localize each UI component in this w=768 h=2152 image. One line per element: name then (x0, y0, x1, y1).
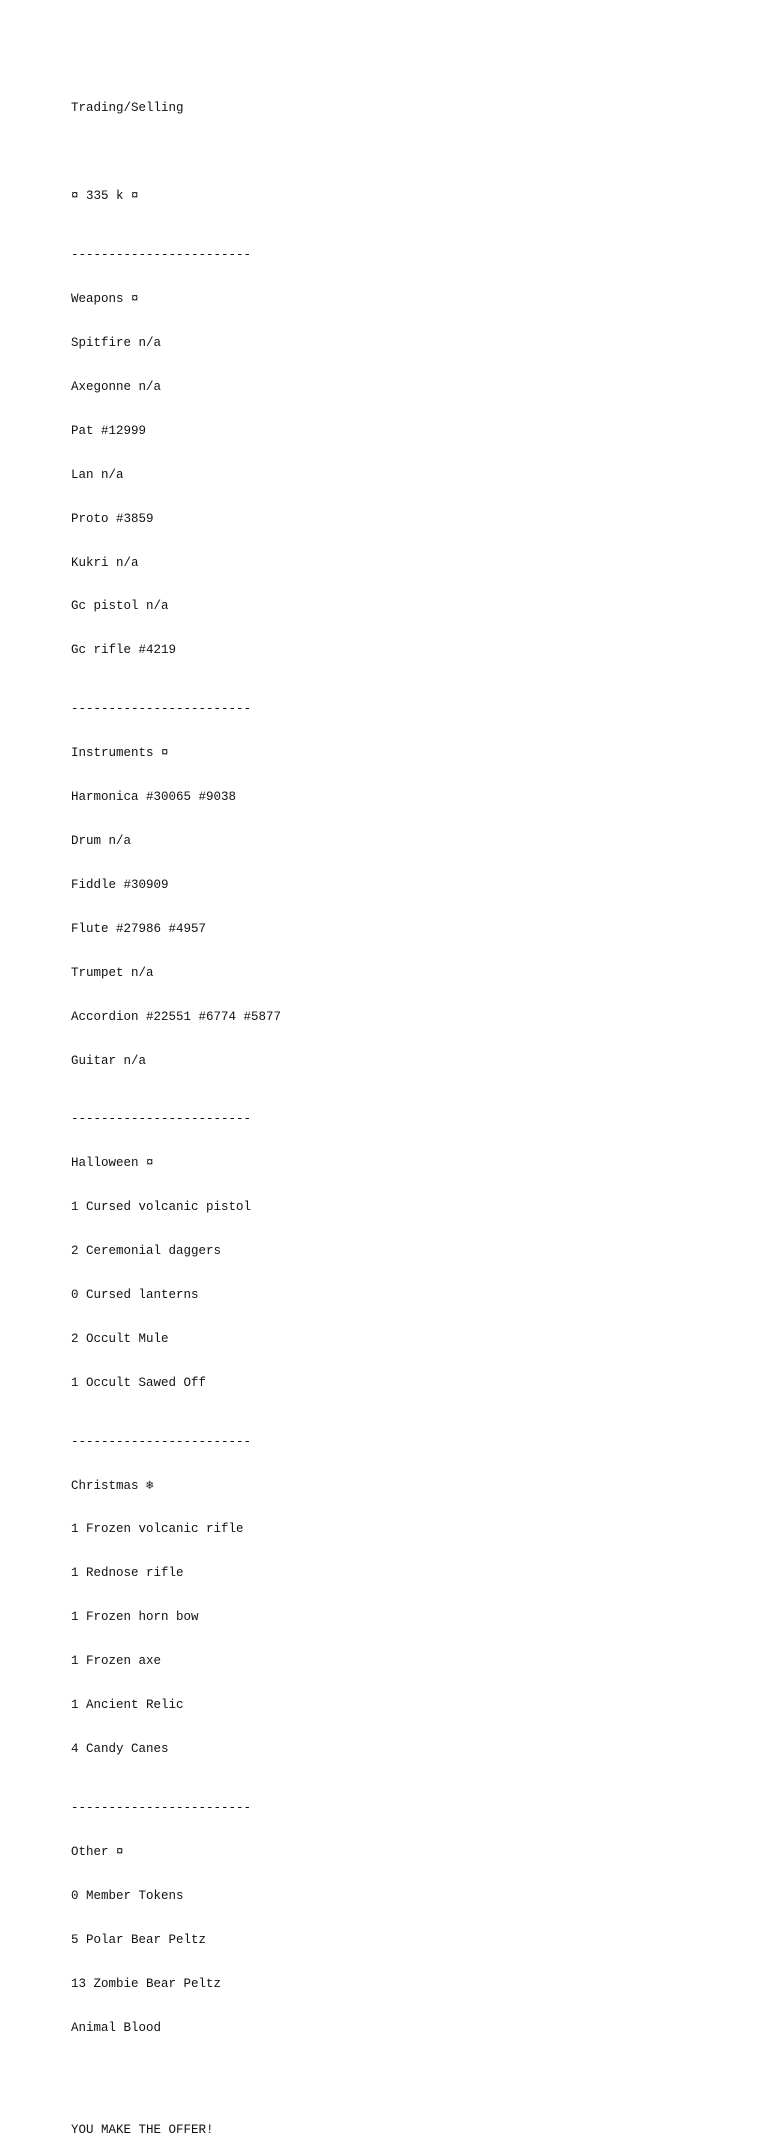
section-heading-halloween: Halloween ¤ (71, 1156, 154, 1171)
section-divider: ------------------------ (71, 1800, 252, 1815)
list-item: Flute #27986 #4957 (71, 921, 207, 936)
list-item: 5 Polar Bear Peltz (71, 1932, 207, 1947)
footer-call-to-action: YOU MAKE THE OFFER! (71, 2123, 214, 2138)
list-item: 0 Member Tokens (71, 1888, 184, 1903)
list-item: Gc rifle #4219 (71, 643, 177, 658)
list-item: Drum n/a (71, 833, 132, 848)
document-body (71, 72, 281, 2152)
list-item: 1 Frozen volcanic rifle (71, 1522, 244, 1537)
blank-line (71, 145, 281, 160)
list-item: Spitfire n/a (71, 335, 162, 350)
list-item: Animal Blood (71, 2020, 162, 2035)
list-item: Gc pistol n/a (71, 599, 169, 614)
section-divider: ------------------------ (71, 1112, 252, 1127)
list-item: 13 Zombie Bear Peltz (71, 1976, 222, 1991)
list-item: 2 Ceremonial daggers (71, 1244, 222, 1259)
list-item: 1 Occult Sawed Off (71, 1375, 207, 1390)
section-divider: ------------------------ (71, 702, 252, 717)
list-item: Harmonica #30065 #9038 (71, 789, 237, 804)
list-item: 2 Occult Mule (71, 1332, 169, 1347)
list-item: Axegonne n/a (71, 379, 162, 394)
section-heading-instruments: Instruments ¤ (71, 745, 169, 760)
balance-line: ¤ 335 k ¤ (71, 189, 139, 204)
section-divider: ------------------------ (71, 1434, 252, 1449)
list-item: Guitar n/a (71, 1053, 147, 1068)
list-item: Fiddle #30909 (71, 877, 169, 892)
section-heading-other: Other ¤ (71, 1844, 124, 1859)
list-item: Trumpet n/a (71, 965, 154, 980)
list-item: Pat #12999 (71, 423, 147, 438)
list-item: 1 Ancient Relic (71, 1698, 184, 1713)
list-item: 1 Frozen horn bow (71, 1610, 199, 1625)
list-item: Accordion #22551 #6774 #5877 (71, 1009, 282, 1024)
list-item: 4 Candy Canes (71, 1742, 169, 1757)
list-item: Kukri n/a (71, 555, 139, 570)
list-item: 1 Rednose rifle (71, 1566, 184, 1581)
section-heading-christmas: Christmas ❄ (71, 1478, 154, 1493)
list-item: 1 Cursed volcanic pistol (71, 1200, 252, 1215)
document-title: Trading/Selling (71, 101, 184, 116)
list-item: 0 Cursed lanterns (71, 1288, 199, 1303)
section-divider: ------------------------ (71, 247, 252, 262)
list-item: Lan n/a (71, 467, 124, 482)
list-item: Proto #3859 (71, 511, 154, 526)
section-heading-weapons: Weapons ¤ (71, 291, 139, 306)
blank-line (71, 2079, 281, 2094)
list-item: 1 Frozen axe (71, 1654, 162, 1669)
